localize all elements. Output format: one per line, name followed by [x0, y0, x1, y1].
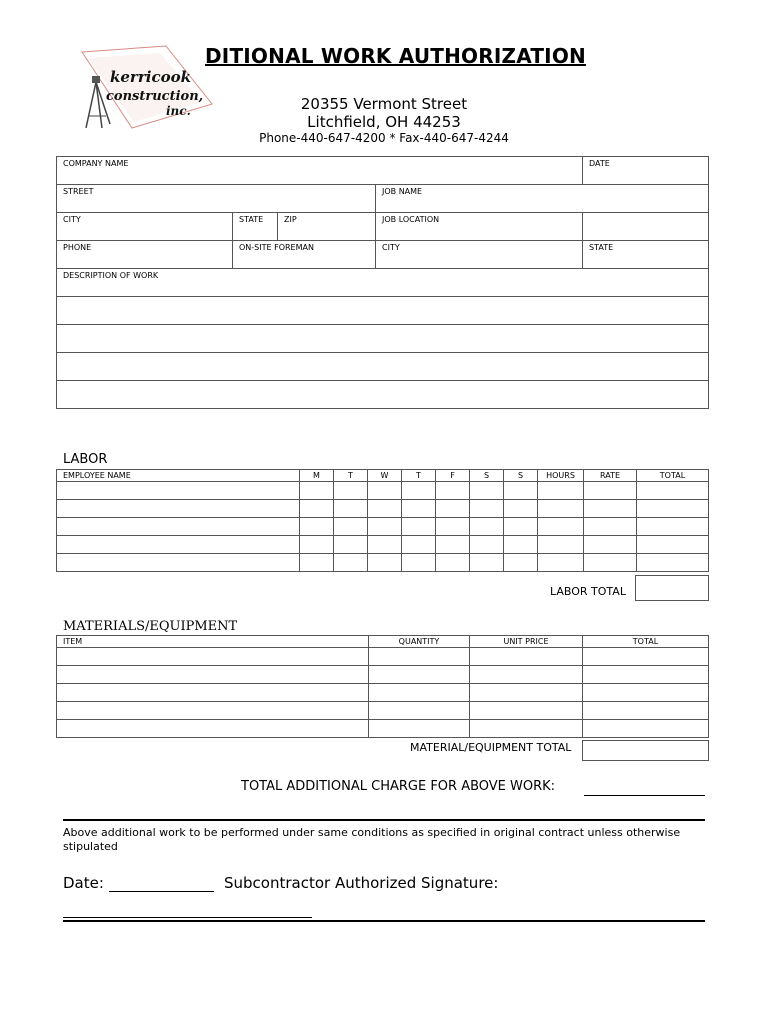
- date-line[interactable]: [109, 891, 214, 892]
- col-wednesday: W: [368, 470, 402, 482]
- materials-table: [56, 635, 709, 738]
- materials-total-label: MATERIAL/EQUIPMENT TOTAL: [410, 741, 572, 754]
- labor-total-box[interactable]: [635, 575, 709, 601]
- materials-header-row: [57, 636, 709, 648]
- phone-fax: Phone-440-647-4200 * Fax-440-647-4244: [259, 131, 509, 145]
- job-state-field[interactable]: STATE: [583, 241, 709, 269]
- materials-total-box[interactable]: [582, 740, 709, 761]
- date-field[interactable]: DATE: [583, 157, 709, 185]
- labor-header-row: [57, 470, 709, 482]
- svg-text:kerricook: kerricook: [110, 68, 191, 86]
- col-sunday: S: [504, 470, 538, 482]
- signature-line[interactable]: [63, 917, 312, 918]
- labor-row[interactable]: [57, 518, 709, 536]
- materials-row[interactable]: [57, 702, 709, 720]
- disclaimer-text: Above additional work to be performed under same conditions as specified in original contract unless otherwise stipulated: [63, 826, 681, 853]
- description-line[interactable]: [57, 381, 709, 409]
- job-name-field[interactable]: JOB NAME: [376, 185, 709, 213]
- description-line[interactable]: [57, 297, 709, 325]
- labor-row[interactable]: [57, 536, 709, 554]
- address-line-1: 20355 Vermont Street: [300, 95, 468, 113]
- state-field[interactable]: STATE: [233, 213, 278, 241]
- col-total: TOTAL: [637, 470, 709, 482]
- col-total: TOTAL: [583, 636, 709, 648]
- address-line-2: Litchfield, OH 44253: [307, 113, 461, 131]
- total-charge-line[interactable]: [584, 795, 705, 796]
- col-quantity: QUANTITY: [369, 636, 470, 648]
- bottom-divider: [63, 920, 705, 922]
- col-saturday: S: [470, 470, 504, 482]
- materials-row[interactable]: [57, 666, 709, 684]
- materials-title: MATERIALS/EQUIPMENT: [63, 619, 238, 634]
- labor-title: LABOR: [63, 452, 108, 467]
- col-hours: HOURS: [538, 470, 584, 482]
- job-location-field[interactable]: JOB LOCATION: [376, 213, 583, 241]
- col-rate: RATE: [584, 470, 637, 482]
- col-unit-price: UNIT PRICE: [470, 636, 583, 648]
- materials-row[interactable]: [57, 720, 709, 738]
- labor-row[interactable]: [57, 554, 709, 572]
- total-charge-label: TOTAL ADDITIONAL CHARGE FOR ABOVE WORK:: [241, 779, 556, 794]
- job-location-extra-field[interactable]: [583, 213, 709, 241]
- col-item: ITEM: [57, 636, 369, 648]
- date-label: Date:: [63, 874, 104, 892]
- company-name-field[interactable]: COMPANY NAME: [57, 157, 583, 185]
- svg-text:construction,: construction,: [106, 89, 204, 104]
- city-field[interactable]: CITY: [57, 213, 233, 241]
- divider: [63, 819, 705, 821]
- labor-total-label: LABOR TOTAL: [550, 585, 626, 598]
- signature-label: Subcontractor Authorized Signature:: [224, 874, 499, 892]
- col-employee-name: EMPLOYEE NAME: [57, 470, 300, 482]
- col-tuesday: T: [334, 470, 368, 482]
- col-thursday: T: [402, 470, 436, 482]
- form-title: DITIONAL WORK AUTHORIZATION: [205, 44, 586, 68]
- description-field[interactable]: DESCRIPTION OF WORK: [57, 269, 709, 297]
- street-field[interactable]: STREET: [57, 185, 376, 213]
- labor-row[interactable]: [57, 500, 709, 518]
- svg-text:inc.: inc.: [166, 104, 191, 118]
- on-site-foreman-field[interactable]: ON-SITE FOREMAN: [233, 241, 376, 269]
- job-city-field[interactable]: CITY: [376, 241, 583, 269]
- info-grid: [56, 156, 709, 409]
- col-monday: M: [300, 470, 334, 482]
- zip-field[interactable]: ZIP: [278, 213, 376, 241]
- description-line[interactable]: [57, 325, 709, 353]
- phone-field[interactable]: PHONE: [57, 241, 233, 269]
- labor-row[interactable]: [57, 482, 709, 500]
- description-line[interactable]: [57, 353, 709, 381]
- materials-row[interactable]: [57, 648, 709, 666]
- col-friday: F: [436, 470, 470, 482]
- materials-row[interactable]: [57, 684, 709, 702]
- labor-table: [56, 469, 709, 572]
